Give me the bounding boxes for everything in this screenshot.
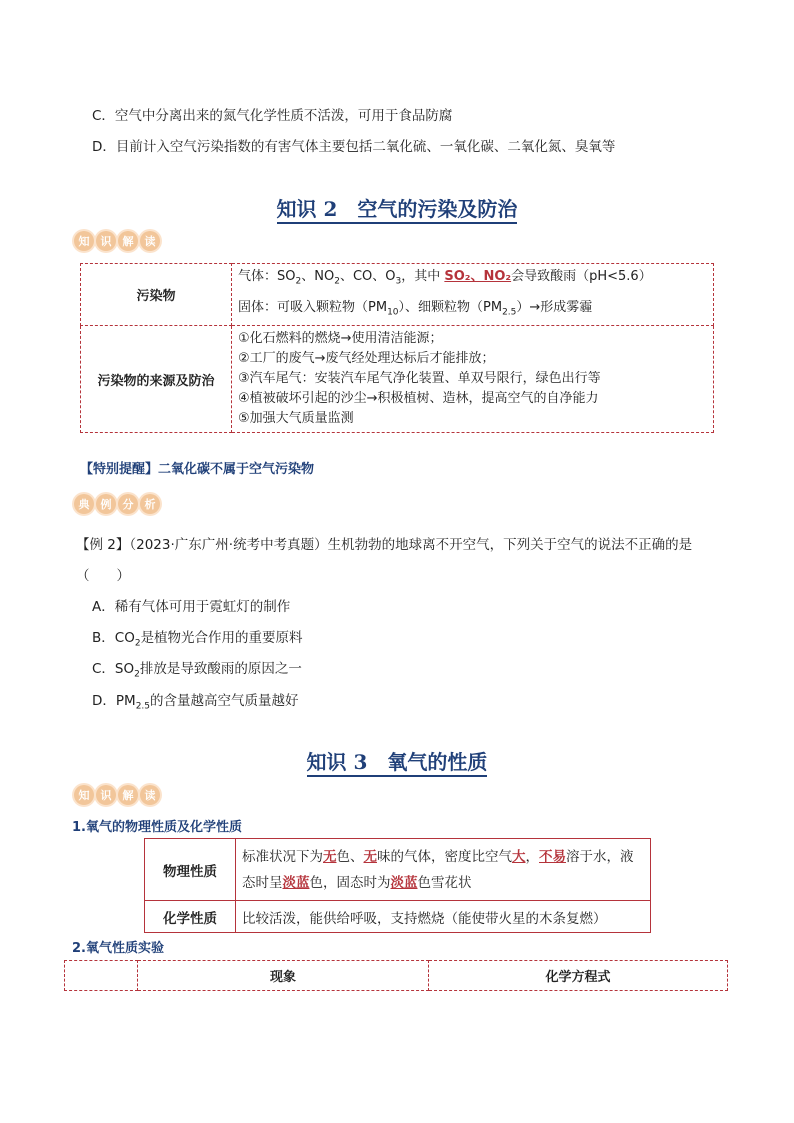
example-stem: 【例 2】（2023·广东广州·统考中考真题）生机勃勃的地球离不开空气，下列关于空气的说法不正确的是 [76,537,693,553]
exp-header-empty [65,961,138,991]
source-item: ③汽车尾气：安装汽车尾气净化装置、单双号限行，绿色出行等 [238,371,601,387]
badge-char: 例 [96,494,116,514]
physical-content: 标准状况下为无色、无味的气体，密度比空气大，不易溶于水，液 态时呈淡蓝色，固态时为淡蓝色雪花状 [236,839,651,901]
source-item: ④植被破坏引起的沙尘→积极植树、造林，提高空气的自净能力 [238,391,599,407]
source-item: ⑤加强大气质量监测 [238,411,354,427]
physical-label: 物理性质 [145,839,236,901]
subheading-2: 2.氧气性质实验 [72,941,164,956]
oxygen-properties-table [144,838,651,933]
badge-char: 典 [74,494,94,514]
option-c-prev: C．空气中分离出来的氮气化学性质不活泼，可用于食品防腐 [92,108,453,124]
knowledge-badges-1 [74,231,160,251]
option-b: B．$CO_2$是植物光合作用的重要原料 [92,630,303,649]
option-a: A．稀有气体可用于霓虹灯的制作 [92,599,291,615]
example-badges [74,494,160,514]
badge-char: 读 [140,785,160,805]
source-label: 污染物的来源及防治 [81,326,232,433]
source-item: ②工厂的废气→废气经处理达标后才能排放； [238,351,495,367]
exp-header-equation: 化学方程式 [429,961,728,991]
option-d: D．$PM_{2.5}$的含量越高空气质量越好 [92,693,299,712]
badge-char: 识 [96,231,116,251]
section2-title: 知识 2 空气的污染及防治 [0,193,794,222]
badge-char: 析 [140,494,160,514]
exp-header-phenomenon: 现象 [138,961,429,991]
knowledge-badges-2 [74,785,160,805]
special-tip: 【特别提醒】二氧化碳不属于空气污染物 [80,462,315,477]
badge-char: 知 [74,231,94,251]
source-item: ①化石燃料的燃烧→使用清洁能源； [238,331,443,347]
badge-char: 识 [96,785,116,805]
option-c: C．$SO_2$排放是导致酸雨的原因之一 [92,661,302,680]
pollutant-content: 气体：$SO_2$、$NO_2$、CO、$O_3$，其中 SO₂、NO₂会导致酸雨（pH<5.6） 固体：可吸入颗粒物$(PM_{10})$、细颗粒物$(PM_{2.5})\to$形成雾霾 [232,264,714,326]
pollutant-label: 污染物 [81,264,232,326]
pollution-table [80,263,714,433]
section3-title: 知识 3 氧气的性质 [0,746,794,775]
experiment-table [64,960,728,991]
badge-char: 知 [74,785,94,805]
acid-rain-gases: SO₂、NO₂ [444,269,512,284]
badge-char: 读 [140,231,160,251]
chemical-label: 化学性质 [145,901,236,933]
answer-paren: （ ） [76,568,130,584]
badge-char: 解 [118,231,138,251]
source-content [232,326,714,433]
badge-char: 解 [118,785,138,805]
option-d-prev: D．目前计入空气污染指数的有害气体主要包括二氧化硫、一氧化碳、二氧化氮、臭氧等 [92,139,616,155]
subheading-1: 1.氧气的物理性质及化学性质 [72,820,242,835]
badge-char: 分 [118,494,138,514]
chemical-content: 比较活泼，能供给呼吸，支持燃烧（能使带火星的木条复燃） [236,901,651,933]
